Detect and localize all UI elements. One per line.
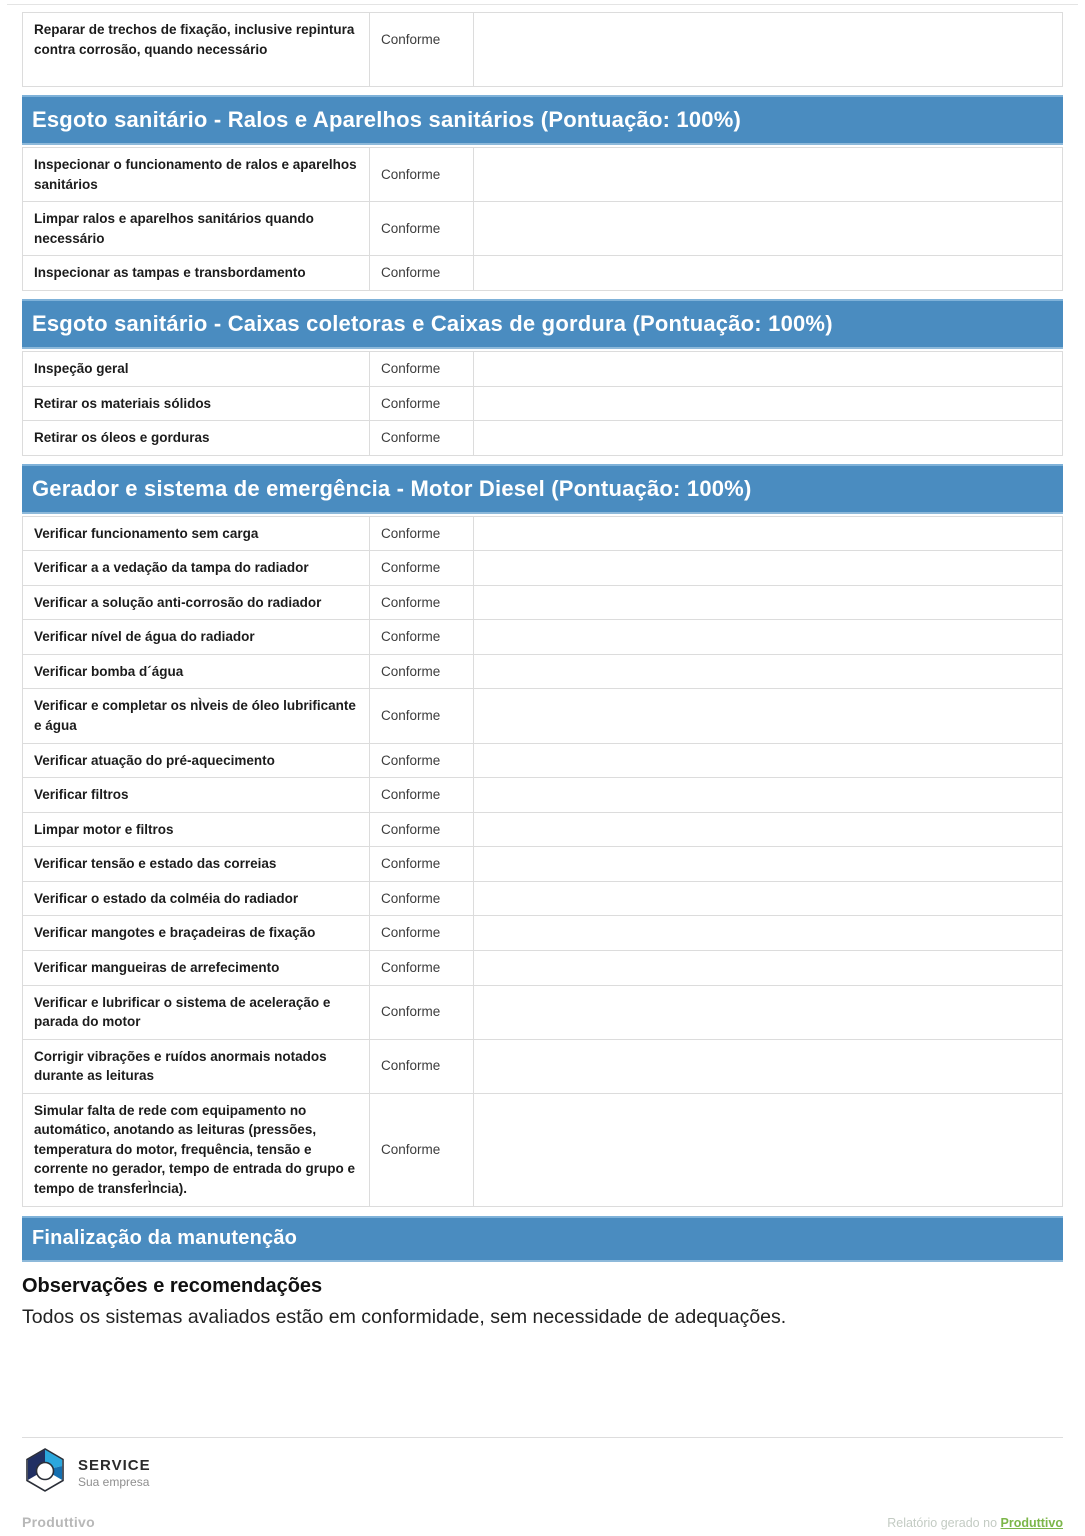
section-title: Finalização da manutenção <box>32 1227 298 1250</box>
table-row <box>23 778 1063 813</box>
produttivo-link[interactable]: Produttivo <box>1000 1516 1063 1530</box>
section-header <box>22 299 1063 349</box>
table-row <box>23 386 1063 421</box>
table-row <box>23 620 1063 655</box>
note-cell <box>474 585 1063 620</box>
task-label: Verificar filtros <box>23 778 370 813</box>
note-cell <box>474 778 1063 813</box>
brand-text <box>78 1458 151 1489</box>
note-cell <box>474 620 1063 655</box>
status-value: Conforme <box>370 1039 474 1093</box>
status-value: Conforme <box>370 689 474 743</box>
task-label: Simular falta de rede com equipamento no automático, anotando as leituras (pressões, temperatura do motor, frequência, tensão e corrente no gerador, tempo de entrada do grupo e tempo de transferÌncia). <box>23 1093 370 1206</box>
brand-subtitle: Sua empresa <box>78 1474 150 1489</box>
status-value: Conforme <box>370 421 474 456</box>
sections-container <box>22 95 1063 1206</box>
task-label: Corrigir vibrações e ruídos anormais notados durante as leituras <box>23 1039 370 1093</box>
table-row <box>23 516 1063 551</box>
task-label: Limpar motor e filtros <box>23 812 370 847</box>
status-value: Conforme <box>370 351 474 386</box>
note-cell <box>474 202 1063 256</box>
status-value: Conforme <box>370 950 474 985</box>
table-row <box>23 551 1063 586</box>
checklist-table-continuation <box>22 12 1063 87</box>
task-label: Verificar o estado da colméia do radiador <box>23 881 370 916</box>
note-cell <box>474 689 1063 743</box>
task-label: Retirar os materiais sólidos <box>23 386 370 421</box>
status-value: Conforme <box>370 881 474 916</box>
task-label: Inspecionar o funcionamento de ralos e aparelhos sanitários <box>23 148 370 202</box>
generated-note <box>887 1516 1063 1530</box>
status-value: Conforme <box>370 620 474 655</box>
table-row <box>23 1093 1063 1206</box>
table-row <box>23 950 1063 985</box>
status-value: Conforme <box>370 148 474 202</box>
task-label: Verificar a solução anti-corrosão do radiador <box>23 585 370 620</box>
note-cell <box>474 1039 1063 1093</box>
section-title: Esgoto sanitário - Ralos e Aparelhos sanitários (Pontuação: 100%) <box>32 107 742 133</box>
status-value: Conforme <box>370 551 474 586</box>
status-value: Conforme <box>370 202 474 256</box>
task-label: Retirar os óleos e gorduras <box>23 421 370 456</box>
task-label: Verificar bomba d´água <box>23 654 370 689</box>
task-label: Verificar atuação do pré-aquecimento <box>23 743 370 778</box>
task-label: Limpar ralos e aparelhos sanitários quando necessário <box>23 202 370 256</box>
note-cell <box>474 148 1063 202</box>
table-row <box>23 985 1063 1039</box>
task-label: Verificar tensão e estado das correias <box>23 847 370 882</box>
note-cell <box>474 421 1063 456</box>
brand-title: SERVICE <box>78 1457 151 1475</box>
status-value: Conforme <box>370 256 474 291</box>
status-value: Conforme <box>370 916 474 951</box>
observations-text: Todos os sistemas avaliados estão em conformidade, sem necessidade de adequações. <box>22 1305 787 1328</box>
note-cell <box>474 881 1063 916</box>
checklist-table <box>22 147 1063 291</box>
company-brand <box>22 1447 1063 1500</box>
task-label: Reparar de trechos de fixação, inclusive repintura contra corrosão, quando necessário <box>23 13 370 87</box>
table-row <box>23 654 1063 689</box>
status-value: Conforme <box>370 516 474 551</box>
status-value: Conforme <box>370 743 474 778</box>
checklist-table <box>22 516 1063 1207</box>
page-break-line <box>7 4 1078 5</box>
note-cell <box>474 985 1063 1039</box>
footer-divider <box>22 1437 1063 1438</box>
note-cell <box>474 916 1063 951</box>
footer-company-name: Produttivo <box>22 1514 95 1530</box>
status-value: Conforme <box>370 778 474 813</box>
section-header-finalizacao <box>22 1216 1063 1262</box>
task-label: Verificar mangotes e braçadeiras de fixação <box>23 916 370 951</box>
table-row <box>23 847 1063 882</box>
note-cell <box>474 551 1063 586</box>
table-row <box>23 881 1063 916</box>
note-cell <box>474 351 1063 386</box>
table-row <box>23 421 1063 456</box>
table-row <box>23 351 1063 386</box>
note-cell <box>474 743 1063 778</box>
status-value: Conforme <box>370 386 474 421</box>
table-row <box>23 585 1063 620</box>
table-row <box>23 13 1063 87</box>
note-cell <box>474 950 1063 985</box>
table-row <box>23 148 1063 202</box>
status-value: Conforme <box>370 847 474 882</box>
note-cell <box>474 516 1063 551</box>
note-cell <box>474 386 1063 421</box>
status-value: Conforme <box>370 13 474 87</box>
table-row <box>23 202 1063 256</box>
note-cell <box>474 1093 1063 1206</box>
note-cell <box>474 256 1063 291</box>
footer-names-row <box>22 1514 1063 1530</box>
table-row <box>23 256 1063 291</box>
status-value: Conforme <box>370 812 474 847</box>
task-label: Verificar a a vedação da tampa do radiador <box>23 551 370 586</box>
table-row <box>23 916 1063 951</box>
task-label: Verificar nível de água do radiador <box>23 620 370 655</box>
section-title: Gerador e sistema de emergência - Motor Diesel (Pontuação: 100%) <box>32 475 752 501</box>
task-label: Verificar e lubrificar o sistema de aceleração e parada do motor <box>23 985 370 1039</box>
hexagon-logo-icon <box>22 1447 68 1500</box>
status-value: Conforme <box>370 654 474 689</box>
note-cell <box>474 13 1063 87</box>
page-footer <box>22 1437 1063 1530</box>
section-title: Esgoto sanitário - Caixas coletoras e Caixas de gordura (Pontuação: 100%) <box>32 310 833 336</box>
note-cell <box>474 654 1063 689</box>
note-cell <box>474 812 1063 847</box>
observations-heading: Observações e recomendações <box>22 1274 323 1297</box>
task-label: Inspecionar as tampas e transbordamento <box>23 256 370 291</box>
table-row <box>23 1039 1063 1093</box>
status-value: Conforme <box>370 1093 474 1206</box>
task-label: Verificar e completar os nÌveis de óleo lubrificante e água <box>23 689 370 743</box>
section-header <box>22 464 1063 514</box>
checklist-table <box>22 351 1063 456</box>
status-value: Conforme <box>370 985 474 1039</box>
task-label: Verificar funcionamento sem carga <box>23 516 370 551</box>
status-value: Conforme <box>370 585 474 620</box>
task-label: Inspeção geral <box>23 351 370 386</box>
table-row <box>23 689 1063 743</box>
section-header <box>22 95 1063 145</box>
table-row <box>23 743 1063 778</box>
note-cell <box>474 847 1063 882</box>
generated-prefix: Relatório gerado no <box>887 1516 998 1530</box>
table-row <box>23 812 1063 847</box>
task-label: Verificar mangueiras de arrefecimento <box>23 950 370 985</box>
